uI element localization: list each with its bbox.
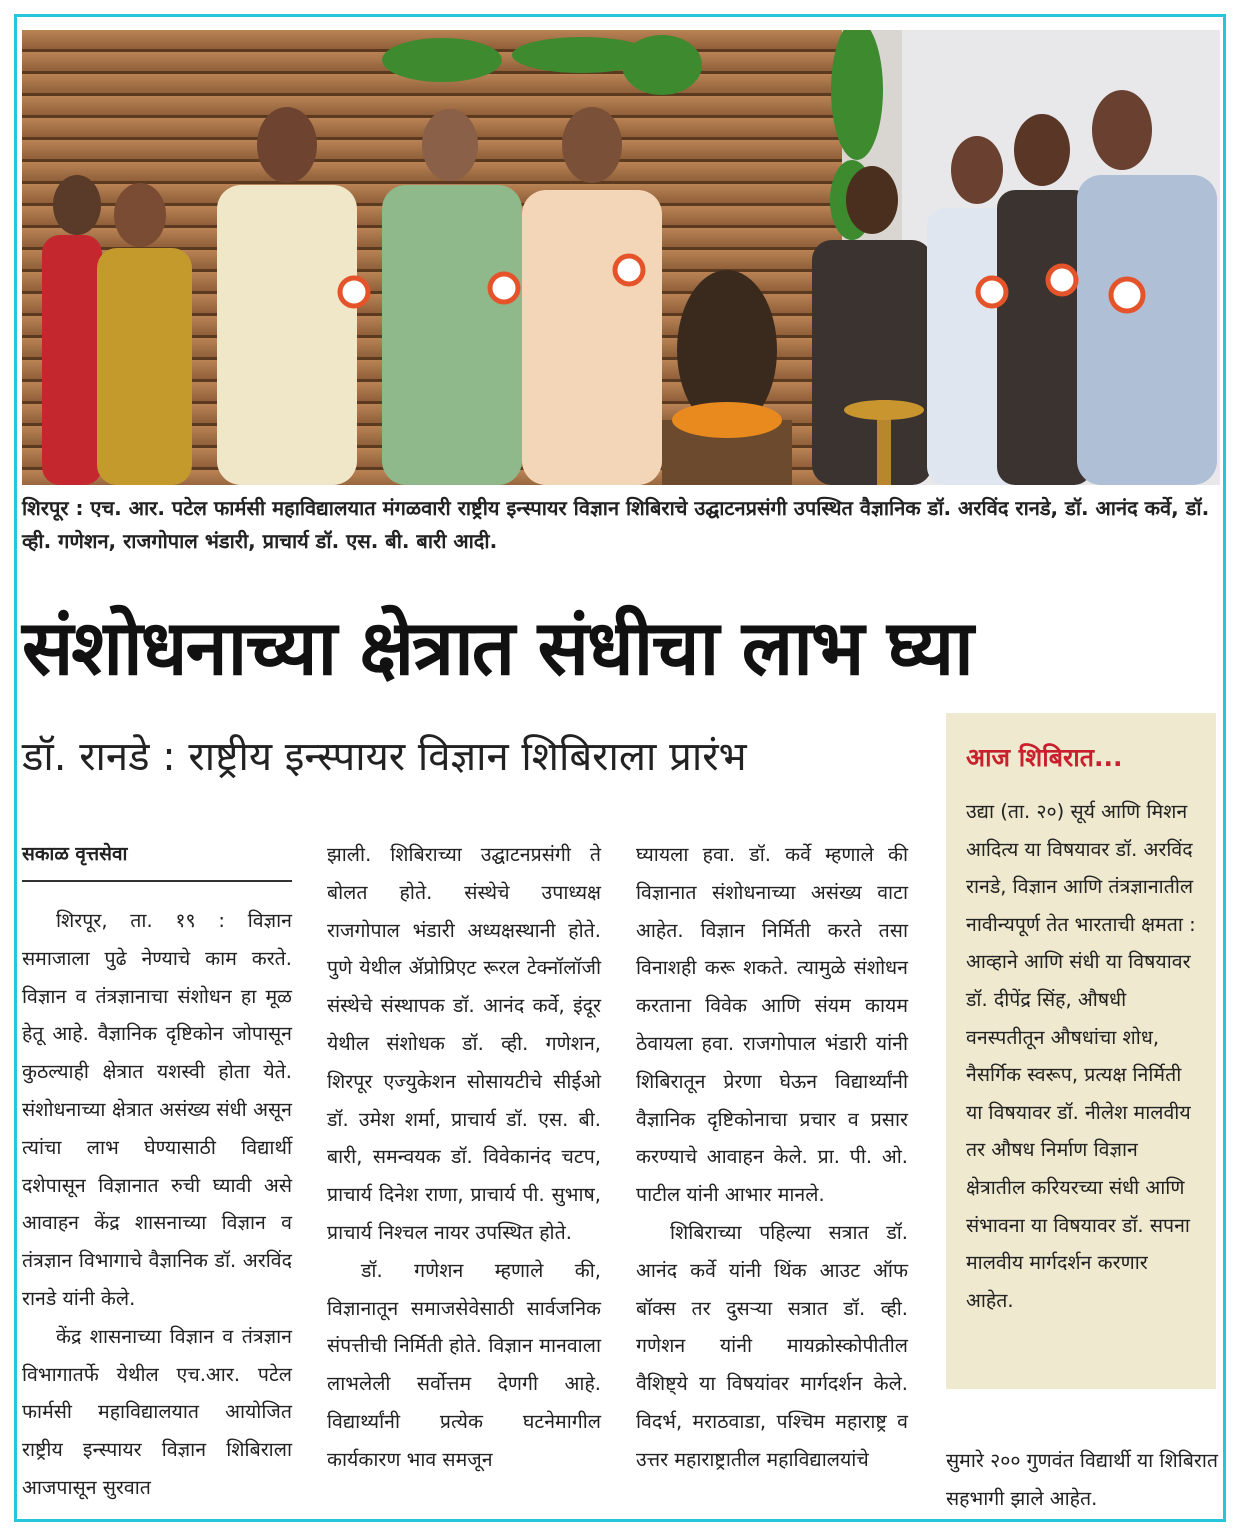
news-photo xyxy=(22,30,1220,485)
article-column-2 xyxy=(327,836,601,1479)
byline: सकाळ वृत्तसेवा xyxy=(22,843,128,865)
sidebar-title: आज शिबिरात... xyxy=(966,743,1123,772)
subheadline: डॉ. रानडे : राष्ट्रीय इन्स्पायर विज्ञान शिबिराला प्रारंभ xyxy=(22,734,747,780)
article-column-1 xyxy=(22,836,292,1507)
photo-illustration xyxy=(22,30,1220,485)
headline: संशोधनाच्या क्षेत्रात संधीचा लाभ घ्या xyxy=(22,603,972,692)
paragraph: शिबिराच्या पहिल्या सत्रात डॉ. आनंद कर्वे यांनी थिंक आउट ऑफ बॉक्स तर दुसऱ्या सत्रात डॉ. व्ही. गणेशन यांनी मायक्रोस्कोपीतील वैशिष्ट्ये या विषयांवर मार्गदर्शन केले. विदर्भ, मराठवाडा, पश्चिम महाराष्ट्र व उत्तर महाराष्ट्रातील महाविद्यालयांचे xyxy=(636,1220,908,1471)
sidebar-box xyxy=(946,713,1216,1389)
paragraph: केंद्र शासनाच्या विज्ञान व तंत्रज्ञान विभागातर्फे येथील एच.आर. पटेल फार्मसी महाविद्यालयात आयोजित राष्ट्रीय इन्स्पायर विज्ञान शिबिराला आजपासून सुरवात xyxy=(22,1324,292,1499)
paragraph: घ्यायला हवा. डॉ. कर्वे म्हणाले की विज्ञानात संशोधनाच्या असंख्य वाटा आहेत. विज्ञान निर्मिती करते तसा विनाशही करू शकते. त्यामुळे संशोधन करताना विवेक आणि संयम कायम ठेवायला हवा. राजगोपाल भंडारी यांनी शिबिरातून प्रेरणा घेऊन विद्यार्थ्यांनी वैज्ञानिक दृष्टिकोनाचा प्रचार व प्रसार करण्याचे आवाहन केले. प्रा. पी. ओ. पाटील यांनी आभार मानले. xyxy=(636,843,908,1207)
paragraph: डॉ. गणेशन म्हणाले की, विज्ञानातून समाजसेवेसाठी सार्वजनिक संपत्तीची निर्मिती होते. विज्ञान मानवाला लाभलेली सर्वोत्तम देणगी आहे. विद्यार्थ्यांनी प्रत्येक घटनेमागील कार्यकारण भाव समजून xyxy=(327,1258,601,1471)
article-tail: सुमारे २०० गुणवंत विद्यार्थी या शिबिरात सहभागी झाले आहेत. xyxy=(946,1449,1219,1510)
paragraph: शिरपूर, ता. १९ : विज्ञान समाजाला पुढे नेण्याचे काम करते. विज्ञान व तंत्रज्ञानाचा संशोधन हा मूळ हेतू आहे. वैज्ञानिक दृष्टिकोन जोपासून कुठल्याही क्षेत्रात यशस्वी होता येते. संशोधनाच्या क्षेत्रात असंख्य संधी असून त्यांचा लाभ घेण्यासाठी विद्यार्थी दशेपासून विज्ञानात रुची घ्यावी असे आवाहन केंद्र शासनाच्या विज्ञान व तंत्रज्ञान विभागाचे वैज्ञानिक डॉ. अरविंद रानडे यांनी केले. xyxy=(22,909,292,1310)
paragraph: झाली. शिबिराच्या उद्घाटनप्रसंगी ते बोलत होते. संस्थेचे उपाध्यक्ष राजगोपाल भंडारी अध्यक्षस्थानी होते. पुणे येथील ॲप्रोप्रिएट रूरल टेक्नॉलॉजी संस्थेचे संस्थापक डॉ. आनंद कर्वे, इंदूर येथील संशोधक डॉ. व्ही. गणेशन, शिरपूर एज्युकेशन सोसायटीचे सीईओ डॉ. उमेश शर्मा, प्राचार्य डॉ. एस. बी. बारी, समन्वयक डॉ. विवेकानंद चटप, प्राचार्य दिनेश राणा, प्राचार्य पी. सुभाष, प्राचार्य निश्चल नायर उपस्थित होते. xyxy=(327,843,601,1244)
byline-rule xyxy=(22,880,292,882)
photo-caption: शिरपूर : एच. आर. पटेल फार्मसी महाविद्यालयात मंगळवारी राष्ट्रीय इन्स्पायर विज्ञान शिबिराचे उद्घाटनप्रसंगी उपस्थित वैज्ञानिक डॉ. अरविंद रानडे, डॉ. आनंद कर्वे, डॉ. व्ही. गणेशन, राजगोपाल भंडारी, प्राचार्य डॉ. एस. बी. बारी आदी. xyxy=(22,496,1210,553)
article-column-3 xyxy=(636,836,908,1479)
sidebar-body: उद्या (ता. २०) सूर्य आणि मिशन आदित्य या विषयावर डॉ. अरविंद रानडे, विज्ञान आणि तंत्रज्ञानातील नावीन्यपूर्ण तेत भारताची क्षमता : आव्हाने आणि संधी या विषयावर डॉ. दीपेंद्र सिंह, औषधी वनस्पतीतून औषधांचा शोध, नैसर्गिक स्वरूप, प्रत्यक्ष निर्मिती या विषयावर डॉ. नीलेश मालवीय तर औषध निर्माण विज्ञान क्षेत्रातील करियरच्या संधी आणि संभावना या विषयावर डॉ. सपना मालवीय मार्गदर्शन करणार आहेत. xyxy=(966,800,1196,1312)
